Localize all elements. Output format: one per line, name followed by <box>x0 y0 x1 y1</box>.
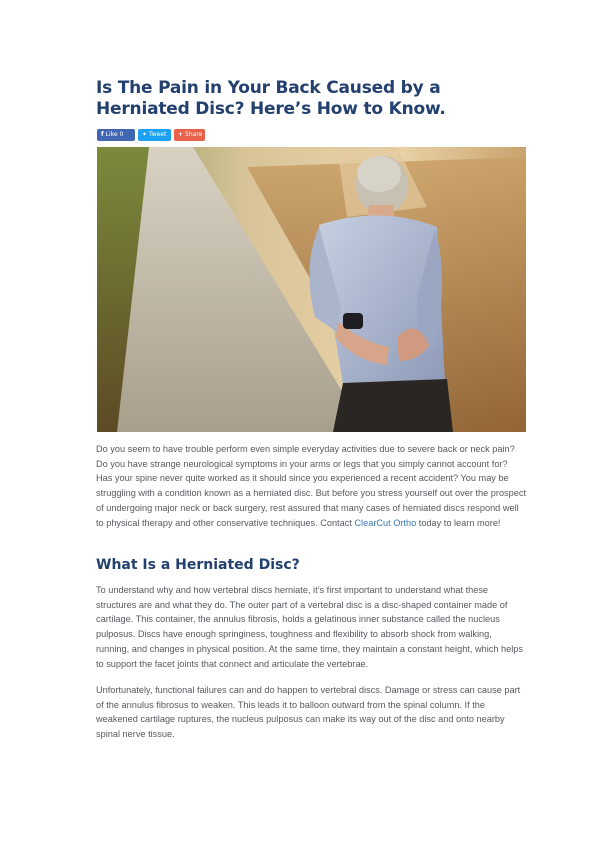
share-button[interactable] <box>174 129 205 141</box>
twitter-bird-icon: ✦ <box>142 131 148 138</box>
section-heading-herniated-disc: What Is a Herniated Disc? <box>96 557 300 573</box>
share-plus-icon: + <box>178 131 184 138</box>
intro-text: Do you seem to have trouble perform even simple everyday activities due to severe back or neck pain? Do you have strange neurological symptoms in your arms or legs that you simply cannot account for? Has your spine never quite worked as it should since you experienced a recent accident? You may be struggling with a condition known as a herniated disc. But before you stress yourself out over the prospect of undergoing major neck or back surgery, rest assured that many cases of herniated discs respond well to physical therapy and other conservative techniques. Contact <box>96 444 527 528</box>
facebook-icon: f <box>101 131 104 138</box>
article-title: Is The Pain in Your Back Caused by a Herniated Disc? Here’s How to Know. <box>96 78 446 119</box>
tweet-button[interactable] <box>138 129 171 141</box>
share-label: Share <box>185 131 203 138</box>
facebook-like-button[interactable] <box>97 129 135 141</box>
paragraph-disc-structure: To understand why and how vertebral discs herniate, it’s first important to understand what these structures are and what they do. The outer part of a vertebral disc is a disc-shaped container made of cartilage. This container, the annulus fibrosis, holds a gelatinous inner substance called the nucleus pulposus. Discs have enough springiness, toughness and flexibility to absorb shock from walking, running, and changes in physical position. At the same time, they maintain a constant height, which helps to support the facet joints that connect and articulate the vertebrae. <box>96 585 523 669</box>
intro-text-end: today to learn more! <box>416 517 501 528</box>
hero-photo-woman-back-pain <box>97 147 526 432</box>
social-share-bar <box>97 129 205 141</box>
clearcut-ortho-link[interactable]: ClearCut Ortho <box>354 517 417 528</box>
like-count: 0 <box>119 131 124 138</box>
tweet-label: Tweet <box>149 131 167 138</box>
paragraph-disc-failure: Unfortunately, functional failures can and do happen to vertebral discs. Damage or stress can cause part of the annulus fibrosus to weaken. This leads it to balloon outward from the spinal column. If the weakened cartilage ruptures, the nucleus pulposus can make its way out of the disc and onto nearby spinal nerve tissue. <box>96 685 521 740</box>
intro-paragraph <box>96 442 526 530</box>
like-label: Like <box>105 131 118 138</box>
